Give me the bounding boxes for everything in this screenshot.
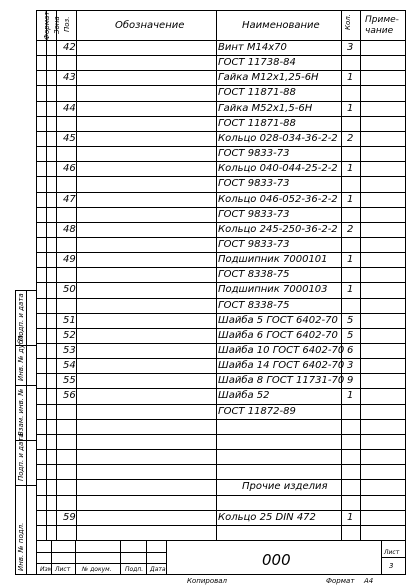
tb-sheet-no: 3	[389, 562, 394, 570]
row-name: Шайба 6 ГОСТ 6402-70	[218, 329, 338, 341]
row-name: Шайба 8 ГОСТ 11731-70	[218, 375, 345, 387]
row-name: Шайба 5 ГОСТ 6402-70	[218, 314, 338, 326]
grid-vline	[166, 540, 167, 575]
header-note: Приме- чание	[365, 15, 399, 36]
row-qty: 6	[347, 345, 354, 357]
tb-date: Дата	[150, 566, 166, 573]
header-qty: Кол.	[344, 14, 352, 30]
row-pos: 47	[63, 193, 76, 205]
row-name: Подшипник 7000103	[218, 284, 328, 296]
side-label: Инв. № подл.	[17, 522, 25, 571]
row-qty: 2	[347, 132, 354, 144]
grid-vline	[46, 10, 47, 540]
side-label: Инв. № дубл.	[17, 333, 25, 381]
row-name: ГОСТ 9833-73	[218, 208, 290, 220]
row-qty: 1	[347, 102, 354, 114]
row-qty: 1	[347, 511, 354, 523]
row-pos: 53	[63, 345, 76, 357]
side-label: Подп. и дата	[17, 433, 25, 481]
row-qty: 1	[347, 163, 354, 175]
row-qty: 1	[347, 193, 354, 205]
row-name: Кольцо 028-034-36-2-2	[218, 132, 338, 144]
row-name: Шайба 10 ГОСТ 6402-70	[218, 345, 345, 357]
grid-vline	[75, 540, 76, 575]
row-name: Шайба 52	[218, 390, 270, 402]
header-name: Наименование	[242, 20, 320, 31]
row-name: ГОСТ 9833-73	[218, 148, 290, 160]
row-pos: 51	[63, 314, 76, 326]
row-pos: 46	[63, 163, 76, 175]
row-qty: 3	[347, 42, 354, 53]
grid-hline	[36, 419, 406, 420]
footer-format: Формат	[326, 577, 355, 585]
grid-vline	[120, 540, 121, 575]
grid-hline	[36, 540, 406, 541]
grid-vline	[216, 10, 217, 540]
grid-vline	[56, 10, 57, 540]
header-pos: Поз.	[63, 16, 71, 32]
row-pos: 43	[63, 72, 76, 84]
grid-hline	[36, 495, 406, 496]
grid-vline	[76, 10, 77, 540]
row-pos: 42	[63, 42, 76, 53]
row-name: Кольцо 040-044-25-2-2	[218, 163, 338, 175]
grid-vline	[360, 10, 361, 540]
row-name: Шайба 14 ГОСТ 6402-70	[218, 360, 345, 372]
row-qty: 9	[347, 375, 354, 387]
row-name: ГОСТ 9833-73	[218, 238, 290, 250]
header-designation: Обозначение	[115, 20, 185, 31]
grid-vline	[341, 10, 342, 540]
row-qty: 1	[347, 390, 354, 402]
row-qty: 3	[347, 360, 354, 372]
row-name: Прочие изделия	[242, 481, 328, 493]
row-name: Гайка М52х1,5-6Н	[218, 102, 313, 114]
grid-hline	[381, 557, 406, 558]
row-pos: 56	[63, 390, 76, 402]
row-qty: 1	[347, 284, 354, 296]
row-pos: 45	[63, 132, 76, 144]
row-pos: 48	[63, 223, 76, 235]
grid-hline	[36, 449, 406, 450]
footer-format-value: А4	[364, 577, 374, 585]
row-name: ГОСТ 9833-73	[218, 178, 290, 190]
row-qty: 5	[347, 329, 354, 341]
row-name: Винт М14х70	[218, 42, 287, 53]
tb-izm: Изм	[40, 566, 53, 573]
grid-vline	[146, 540, 147, 575]
grid-hline	[36, 552, 166, 553]
row-pos: 55	[63, 375, 76, 387]
row-name: ГОСТ 11871-88	[218, 87, 296, 99]
side-inner-line	[26, 290, 27, 575]
row-pos: 49	[63, 254, 76, 266]
row-name: Подшипник 7000101	[218, 254, 328, 266]
grid-hline	[36, 563, 166, 564]
row-pos: 54	[63, 360, 76, 372]
grid-hline	[36, 434, 406, 435]
tb-designation: 000	[262, 551, 291, 569]
row-name: ГОСТ 11738-84	[218, 57, 296, 69]
row-qty: 2	[347, 223, 354, 235]
row-name: ГОСТ 8338-75	[218, 269, 290, 281]
tb-signature: Подп.	[125, 566, 144, 573]
header-zone: Зона	[53, 16, 61, 34]
row-pos: 50	[63, 284, 76, 296]
tb-list: Лист	[55, 566, 71, 573]
grid-hline	[36, 525, 406, 526]
row-name: Кольцо 245-250-36-2-2	[218, 223, 338, 235]
row-qty: 5	[347, 314, 354, 326]
row-name: Кольцо 25 DIN 472	[218, 511, 316, 523]
footer-copied: Копировал	[187, 577, 227, 585]
side-label: Взам. инв. №	[17, 388, 25, 436]
row-qty: 1	[347, 254, 354, 266]
header-format: Формат	[43, 11, 51, 40]
grid-hline	[36, 464, 406, 465]
row-name: ГОСТ 8338-75	[218, 299, 290, 311]
tb-doc-no: № докум.	[82, 566, 112, 573]
row-name: ГОСТ 11871-88	[218, 117, 296, 129]
row-pos: 59	[63, 511, 76, 523]
row-pos: 52	[63, 329, 76, 341]
row-name: Гайка М12х1,25-6Н	[218, 72, 319, 84]
row-name: ГОСТ 11872-89	[218, 405, 296, 417]
side-label: Подп. и дата	[17, 293, 25, 341]
tb-sheet-label: Лист	[384, 549, 400, 556]
row-name: Кольцо 046-052-36-2-2	[218, 193, 338, 205]
row-qty: 1	[347, 72, 354, 84]
grid-hline	[36, 479, 406, 480]
row-pos: 44	[63, 102, 76, 114]
